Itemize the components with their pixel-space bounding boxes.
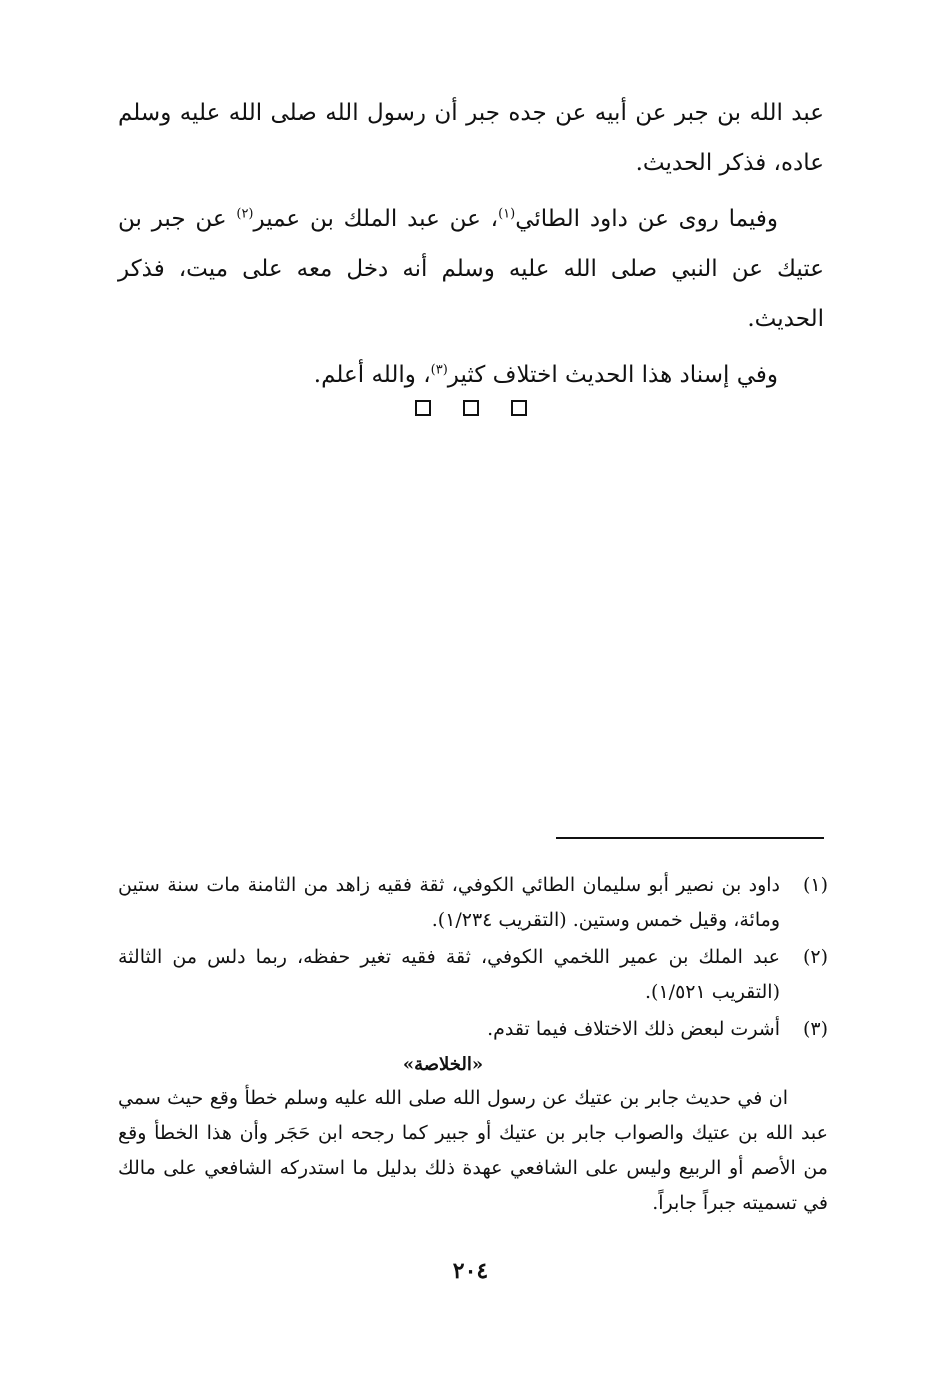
footnote-1 — [118, 868, 828, 938]
section-separator — [118, 400, 824, 416]
footnote-number: (٣) — [802, 1018, 828, 1040]
summary-heading: «الخلاصة» — [402, 1054, 484, 1075]
footnote-divider — [556, 837, 824, 839]
paragraph-1: عبد الله بن جبر عن أبيه عن جده جبر أن رسول الله صلى الله عليه وسلم عاده، فذكر الحديث. — [118, 100, 824, 176]
paragraph-2-part-a: وفيما روى عن داود الطائي — [515, 206, 778, 232]
paragraph-3-part-b: ، والله أعلم. — [313, 362, 431, 388]
paragraph-2 — [118, 194, 824, 344]
footnote-3 — [118, 1012, 828, 1047]
footnote-ref-1[interactable]: (١) — [498, 206, 516, 222]
footnote-number: (٢) — [802, 946, 828, 968]
main-text — [118, 88, 824, 416]
footnote-text: أشرت لبعض ذلك الاختلاف فيما تقدم. — [487, 1018, 780, 1040]
paragraph-3-part-a: وفي إسناد هذا الحديث اختلاف كثير — [447, 362, 778, 388]
paragraph-2-part-c: عن جبر بن عتيك عن النبي صلى الله عليه وسلم أنه دخل معه على ميت، فذكر الحديث. — [118, 206, 824, 332]
paragraph-3 — [118, 350, 824, 400]
summary-text: ان في حديث جابر بن عتيك عن رسول الله صلى الله عليه وسلم خطأ وقع حيث سمي عبد الله بن عتيك والصواب جابر بن عتيك أو جبير كما رجحه ابن حَجَر وأن هذا الخطأ وقع من الأصم أو الربيع وليس على الشافعي عهدة ذلك بدليل ما استدركه الشافعي على مالك في تسميته جبراً جابراً. — [118, 1087, 828, 1214]
footnote-ref-2[interactable]: (٢) — [236, 206, 254, 222]
footnotes — [118, 868, 828, 1221]
square-ornament-icon — [463, 400, 479, 416]
footnote-number: (١) — [802, 874, 828, 896]
footnote-2 — [118, 940, 828, 1010]
paragraph-2-part-b: ، عن عبد الملك بن عمير — [253, 206, 499, 232]
page-number: ٢٠٤ — [452, 1258, 489, 1284]
footnote-ref-3[interactable]: (٣) — [430, 362, 448, 378]
footnote-text: داود بن نصير أبو سليمان الطائي الكوفي، ثقة فقيه زاهد من الثامنة مات سنة ستين ومائة، وقيل خمس وستين. (التقريب ١/٢٣٤). — [118, 874, 780, 931]
square-ornament-icon — [415, 400, 431, 416]
square-ornament-icon — [511, 400, 527, 416]
footnote-text: عبد الملك بن عمير اللخمي الكوفي، ثقة فقيه تغير حفظه، ربما دلس من الثالثة (التقريب ١/٥٢١). — [118, 946, 780, 1003]
